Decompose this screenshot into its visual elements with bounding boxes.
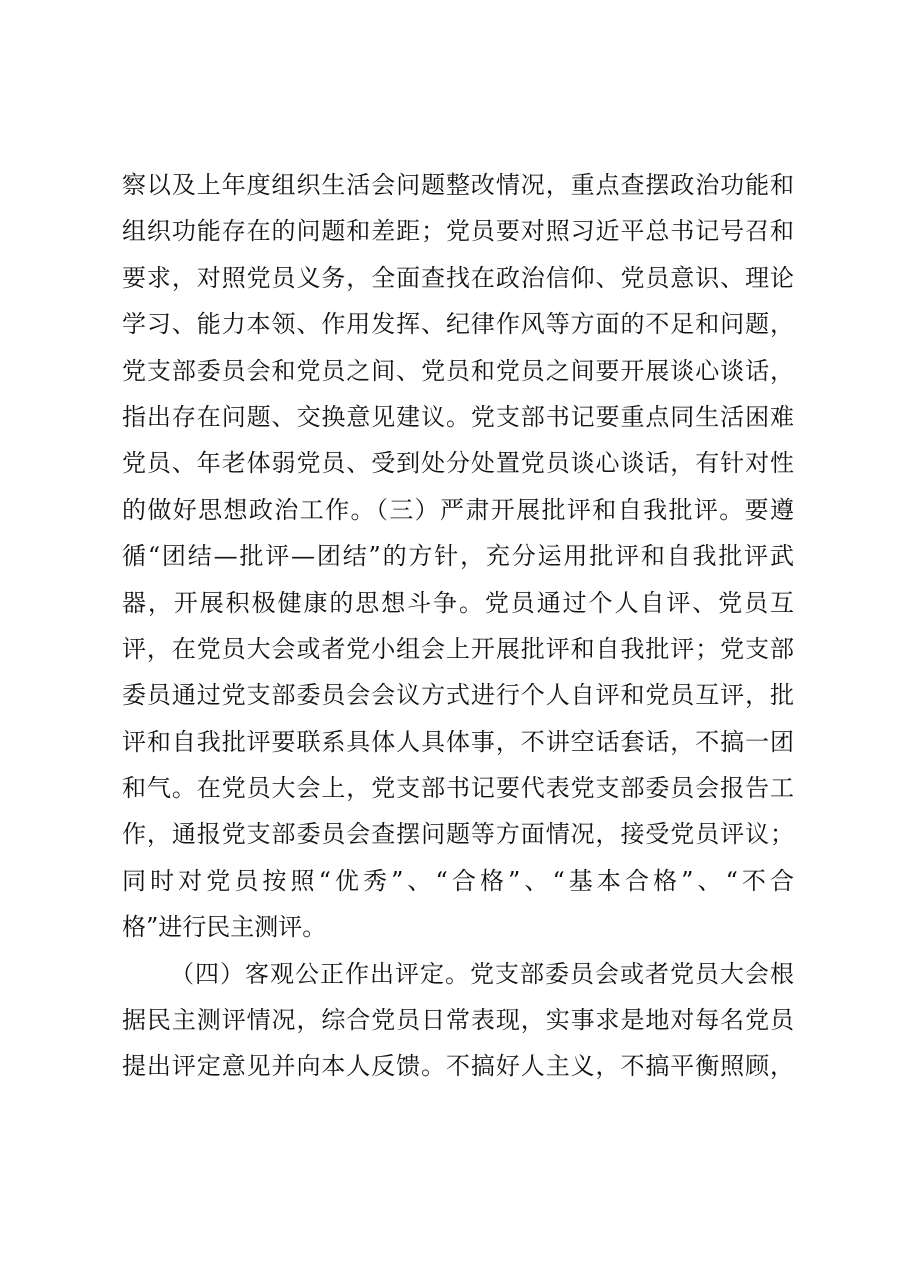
text-line: 循“团结—批评—团结”的方针，充分运用批评和自我批评武 (122, 542, 794, 571)
text-line: 评，在党员大会或者党小组会上开展批评和自我批评；党支部 (122, 634, 794, 663)
text-line: 党员、年老体弱党员、受到处分处置党员谈心谈话，有针对性 (122, 449, 794, 478)
body-text (122, 162, 802, 1090)
text-line: 学习、能力本领、作用发挥、纪律作风等方面的不足和问题， (122, 310, 794, 339)
text-line: 提出评定意见并向本人反馈。不搞好人主义，不搞平衡照顾， (122, 1052, 794, 1081)
text-line: 器，开展积极健康的思想斗争。党员通过个人自评、党员互 (122, 588, 794, 617)
text-line: 要求，对照党员义务，全面查找在政治信仰、党员意识、理论 (122, 263, 794, 292)
text-line: 察以及上年度组织生活会问题整改情况，重点查摆政治功能和 (122, 171, 794, 199)
text-line: 评和自我批评要联系具体人具体事，不讲空话套话，不搞一团 (122, 727, 794, 756)
paragraph-end-line: 格”进行民主测评。 (122, 913, 327, 942)
text-line: 组织功能存在的问题和差距；党员要对照习近平总书记号召和 (122, 217, 794, 246)
paragraph-start-line: （四）客观公正作出评定。党支部委员会或者党员大会根 (170, 959, 794, 988)
text-line: 和气。在党员大会上，党支部书记要代表党支部委员会报告工 (122, 774, 794, 803)
text-line: 党支部委员会和党员之间、党员和党员之间要开展谈心谈话， (122, 356, 794, 385)
text-line: 据民主测评情况，综合党员日常表现，实事求是地对每名党员 (122, 1006, 794, 1035)
text-line: 作，通报党支部委员会查摆问题等方面情况，接受党员评议； (122, 820, 794, 849)
text-line: 委员通过党支部委员会会议方式进行个人自评和党员互评，批 (122, 681, 794, 710)
text-line: 同时对党员按照“优秀”、“合格”、“基本合格”、“不合 (122, 866, 794, 895)
text-line: 的做好思想政治工作。（三）严肃开展批评和自我批评。要遵 (122, 495, 794, 524)
text-line: 指出存在问题、交换意见建议。党支部书记要重点同生活困难 (122, 402, 794, 431)
